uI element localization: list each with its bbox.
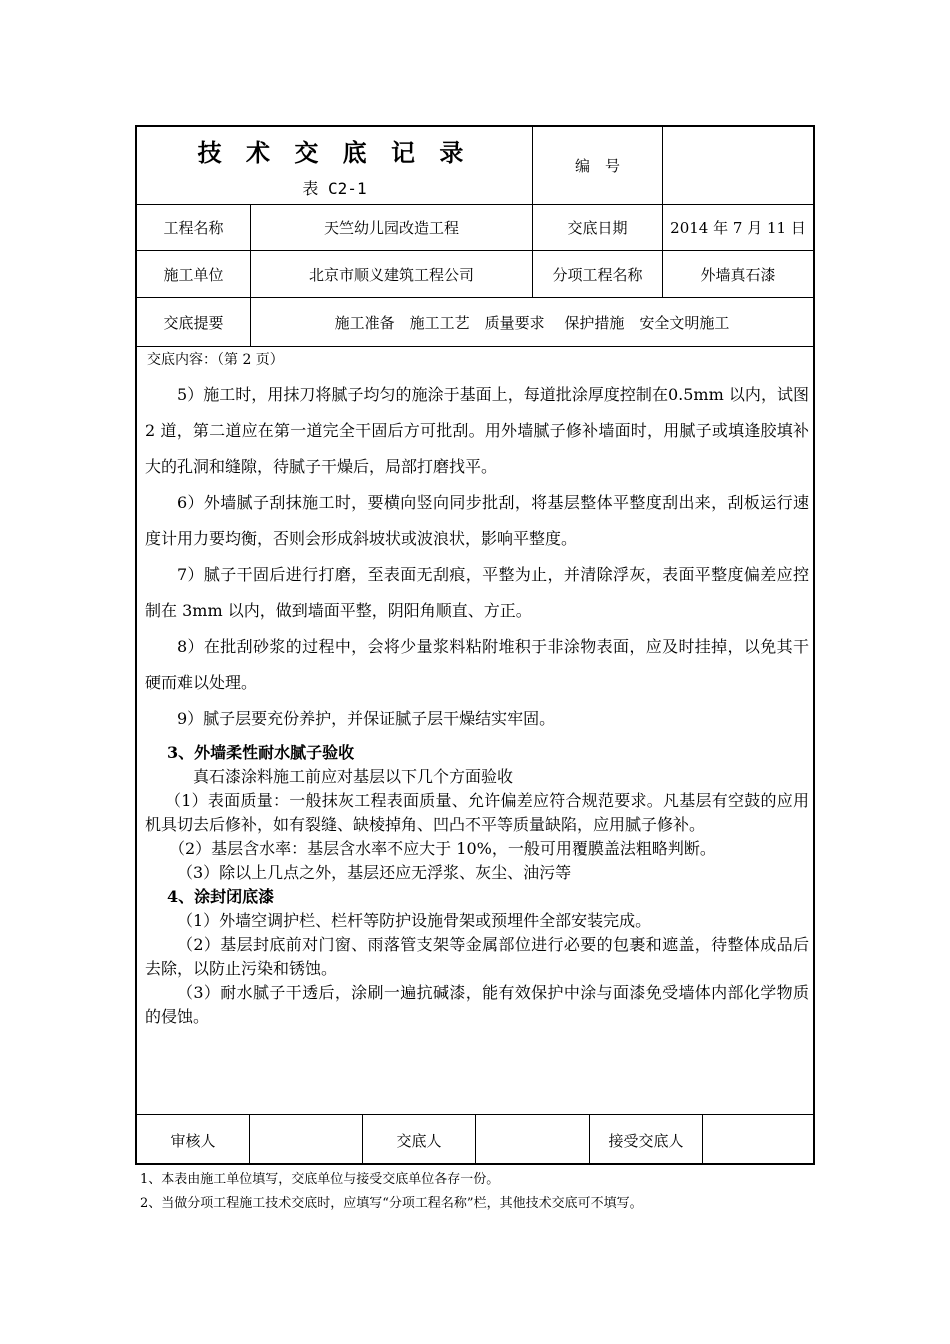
record-form	[135, 125, 815, 1165]
number-label: 编 号	[574, 157, 620, 175]
receiver-field[interactable]	[703, 1115, 813, 1165]
section-4-item: （3）耐水腻子干透后，涂刷一遍抗碱漆，能有效保护中涂与面漆免受墙体内部化学物质的侵蚀。	[145, 983, 809, 1026]
step-7: 7）腻子干固后进行打磨，至表面无刮痕，平整为止，并清除浮灰，表面平整度偏差应控制在 3mm 以内，做到墙面平整，阴阳角顺直、方正。	[145, 565, 809, 620]
section-3-intro: 真石漆涂料施工前应对基层以下几个方面验收	[193, 767, 514, 786]
summary-value: 施工准备 施工工艺 质量要求 保护措施 安全文明施工	[334, 313, 730, 332]
summary-label: 交底提要	[163, 313, 224, 332]
number-field[interactable]	[663, 127, 813, 204]
presenter-label: 交底人	[396, 1131, 442, 1150]
form-title: 技 术 交 底 记 录	[197, 138, 472, 167]
footnote: 1、本表由施工单位填写，交底单位与接受交底单位各存一份。	[140, 1172, 500, 1187]
content-label: 交底内容：（第 2 页）	[147, 352, 284, 368]
section-3-title: 3、外墙柔性耐水腻子验收	[167, 743, 355, 762]
presenter-field[interactable]	[476, 1115, 589, 1165]
step-9: 9）腻子层要充份养护，并保证腻子层干燥结实牢固。	[177, 709, 556, 728]
section-3-item: （3）除以上几点之外，基层还应无浮浆、灰尘、油污等	[177, 863, 572, 882]
reviewer-label: 审核人	[170, 1131, 216, 1150]
date-label: 交底日期	[567, 219, 628, 237]
contractor-value: 北京市顺义建筑工程公司	[308, 265, 474, 284]
date-value: 2014 年 7 月 11 日	[670, 219, 806, 237]
contractor-label: 施工单位	[163, 265, 224, 284]
receiver-label: 接受交底人	[608, 1131, 684, 1150]
section-3-item: （2）基层含水率：基层含水率不应大于 10%，一般可用覆膜盖法粗略判断。	[169, 839, 716, 858]
step-5: 5）施工时，用抹刀将腻子均匀的施涂于基面上，每道批涂厚度控制在0.5mm 以内，试图 2 道，第二道应在第一道完全干固后方可批刮。用外墙腻子修补墙面时，用腻子或填逢胶填补大的孔洞和缝隙，待腻子干燥后，局部打磨找平。	[145, 385, 809, 476]
section-3-item: （1）表面质量：一般抹灰工程表面质量、允许偏差应符合规范要求。凡基层有空鼓的应用机具切去后修补，如有裂缝、缺棱掉角、凹凸不平等质量缺陷，应用腻子修补。	[145, 791, 809, 834]
step-8: 8）在批刮砂浆的过程中，会将少量浆料粘附堆积于非涂物表面，应及时挂掉，以免其干硬而难以处理。	[145, 637, 809, 692]
row-divider	[137, 346, 813, 347]
section-4-title: 4、涂封闭底漆	[167, 887, 275, 906]
content-body	[145, 377, 809, 737]
section-3	[145, 741, 809, 1029]
subitem-value: 外墙真石漆	[700, 265, 776, 284]
project-name-value: 天竺幼儿园改造工程	[323, 219, 459, 237]
form-code: 表 C2-1	[302, 179, 367, 198]
section-4-item: （2）基层封底前对门窗、雨落管支架等金属部位进行必要的包裹和遮盖，待整体成品后去除，以防止污染和锈蚀。	[145, 935, 809, 978]
section-4-item: （1）外墙空调护栏、栏杆等防护设施骨架或预埋件全部安装完成。	[177, 911, 652, 930]
footnotes	[140, 1168, 643, 1216]
reviewer-field[interactable]	[250, 1115, 362, 1165]
step-6: 6）外墙腻子刮抹施工时，要横向竖向同步批刮，将基层整体平整度刮出来，刮板运行速度计用力要均衡，否则会形成斜坡状或波浪状，影响平整度。	[145, 493, 809, 548]
footnote: 2、当做分项工程施工技术交底时，应填写“分项工程名称”栏，其他技术交底可不填写。	[140, 1196, 643, 1211]
project-name-label: 工程名称	[163, 219, 224, 237]
subitem-label: 分项工程名称	[552, 265, 643, 284]
